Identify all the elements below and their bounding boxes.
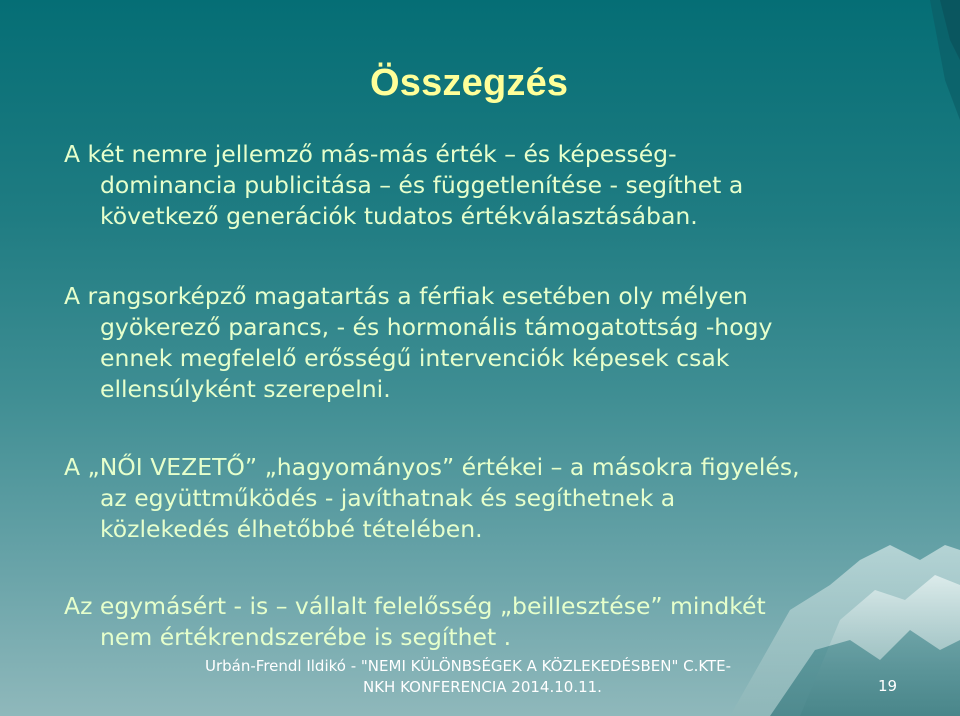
page-number: 19: [878, 677, 898, 695]
paragraph-line: az együttműködés - javíthatnak és segíthetnek a: [100, 484, 676, 512]
slide-title: Összegzés: [370, 62, 569, 104]
slide-footer: [205, 656, 731, 698]
paragraph-line: ennek megfelelő erősségű intervenciók képesek csak: [100, 344, 730, 372]
footer-line-2: NKH KONFERENCIA 2014.10.11.: [363, 678, 602, 696]
paragraph-line: A rangsorképző magatartás a férfiak esetében oly mélyen: [64, 282, 748, 310]
summary-paragraph-3: [64, 452, 934, 545]
paragraph-line: Az egymásért - is – vállalt felelősség „beillesztése” mindkét: [64, 592, 766, 620]
paragraph-line: A „NŐI VEZETŐ” „hagyományos” értékei – a másokra figyelés,: [64, 453, 800, 481]
summary-paragraph-1: [64, 139, 934, 232]
summary-paragraph-4: [64, 591, 934, 653]
paragraph-line: ellensúlyként szerepelni.: [100, 375, 391, 403]
paragraph-line: nem értékrendszerébe is segíthet .: [100, 623, 512, 651]
paragraph-line: közlekedés élhetőbbé tételében.: [100, 515, 483, 543]
paragraph-line: dominancia publicitása – és függetlenítése - segíthet a: [100, 171, 744, 199]
summary-paragraph-2: [64, 281, 934, 405]
paragraph-line: gyökerező parancs, - és hormonális támogatottság -hogy: [100, 313, 773, 341]
footer-line-1: Urbán-Frendl Ildikó - "NEMI KÜLÖNBSÉGEK A KÖZLEKEDÉSBEN" C.KTE-: [205, 657, 732, 675]
paragraph-line: A két nemre jellemző más-más érték – és képesség-: [64, 140, 677, 168]
paragraph-line: következő generációk tudatos értékválasztásában.: [100, 202, 698, 230]
